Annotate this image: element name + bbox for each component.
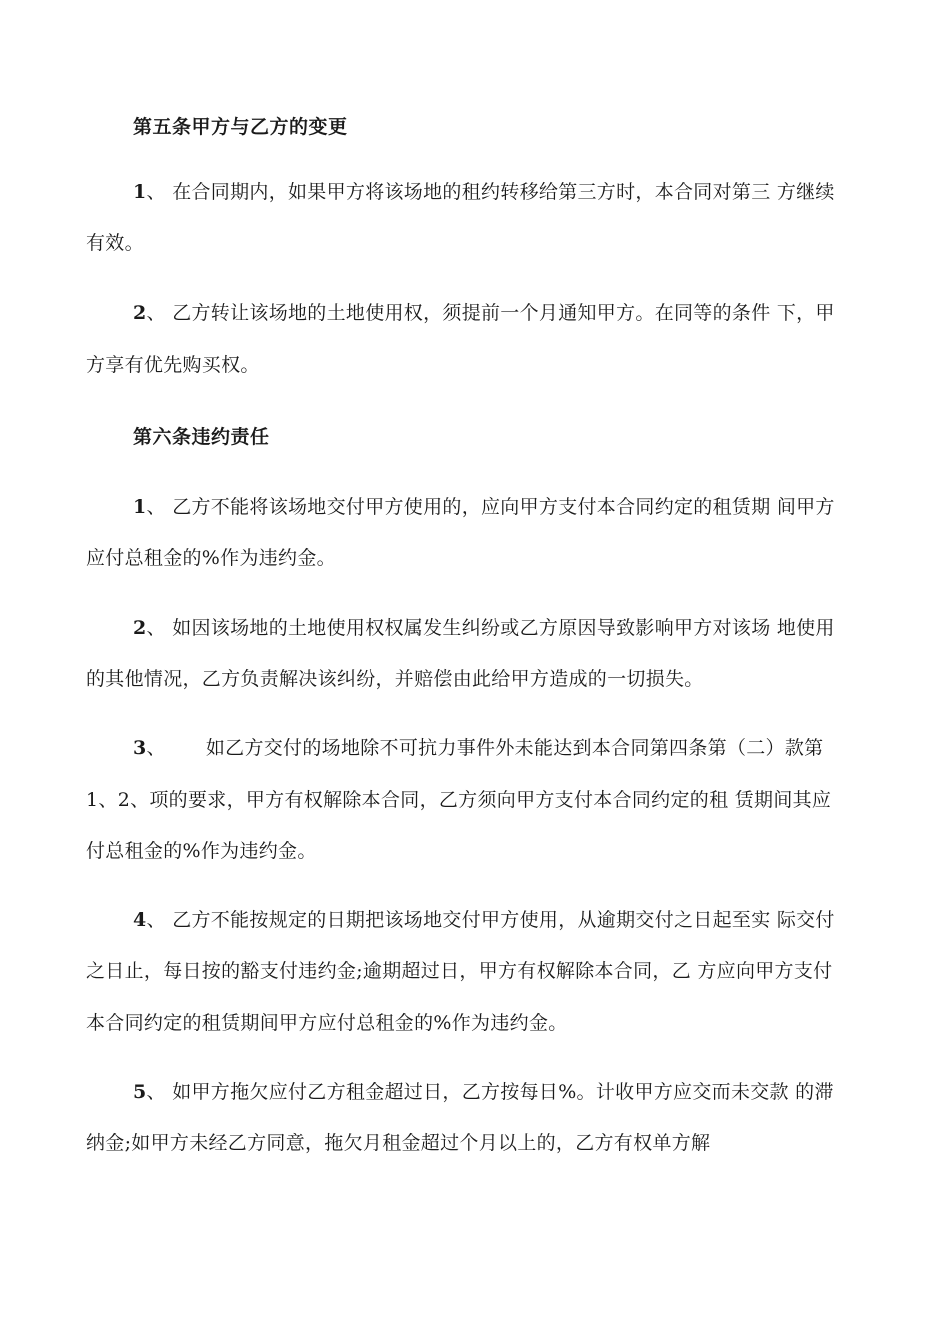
article-6-item-3-line-1: [133, 733, 823, 760]
item-separator: 、: [146, 909, 166, 931]
article-6-item-3-line-2: 1、2、项的要求，甲方有权解除本合同，乙方须向甲方支付本合同约定的租 赁期间其应: [86, 789, 832, 811]
article-6-item-1-line-1: [133, 492, 875, 519]
article-5-item-2-line-2: 方享有优先购买权。: [86, 354, 260, 376]
item-number: 4: [133, 909, 147, 931]
article-6-heading: 第六条违约责任: [133, 426, 270, 448]
item-text: 如乙方交付的场地除不可抗力事件外未能达到本合同第四条第（二）款第: [205, 737, 824, 759]
item-number: 5: [133, 1081, 147, 1103]
article-5-heading: 第五条甲方与乙方的变更: [133, 116, 348, 138]
item-text: 如甲方拖欠应付乙方租金超过日，乙方按每日%。计收甲方应交而未交款 的滞: [172, 1081, 834, 1103]
item-number: 2: [133, 617, 147, 639]
item-number: 2: [133, 302, 147, 324]
item-separator: 、: [146, 617, 166, 639]
item-text: 乙方不能按规定的日期把该场地交付甲方使用，从逾期交付之日起至实 际交付: [172, 909, 835, 931]
item-text: 在合同期内，如果甲方将该场地的租约转移给第三方时，本合同对第三 方继续: [172, 181, 835, 203]
article-6-item-4-line-3: 本合同约定的租赁期间甲方应付总租金的%作为违约金。: [86, 1012, 568, 1034]
article-6-item-5-line-2: 纳金;如甲方未经乙方同意，拖欠月租金超过个月以上的，乙方有权单方解: [86, 1132, 711, 1154]
item-separator: 、: [146, 181, 166, 203]
item-text: 乙方转让该场地的土地使用权，须提前一个月通知甲方。在同等的条件 下，甲: [172, 302, 835, 324]
article-6-item-5-line-1: [133, 1077, 875, 1104]
item-number: 1: [133, 496, 147, 518]
article-6-item-4-line-2: 之日止，每日按的豁支付违约金;逾期超过日，甲方有权解除本合同，乙 方应向甲方支付: [86, 960, 833, 982]
article-6-item-1-line-2: 应付总租金的%作为违约金。: [86, 547, 336, 569]
item-text: 如因该场地的土地使用权权属发生纠纷或乙方原因导致影响甲方对该场 地使用: [172, 617, 835, 639]
item-number: 1: [133, 181, 147, 203]
article-6-item-2-line-2: 的其他情况，乙方负责解决该纠纷，并赔偿由此给甲方造成的一切损失。: [86, 668, 704, 690]
article-5-item-1-line-2: 有效。: [86, 232, 144, 254]
article-5-item-2-line-1: [133, 298, 875, 325]
article-5-item-1-line-1: [133, 177, 875, 204]
item-separator: 、: [146, 1081, 166, 1103]
item-separator: 、: [146, 496, 166, 518]
article-6-item-2-line-1: [133, 613, 875, 640]
article-6-item-3-line-3: 付总租金的%作为违约金。: [86, 840, 317, 862]
item-separator: 、: [146, 737, 166, 759]
item-text: 乙方不能将该场地交付甲方使用的，应向甲方支付本合同约定的租赁期 间甲方: [172, 496, 835, 518]
item-number: 3: [133, 737, 147, 759]
item-separator: 、: [146, 302, 166, 324]
article-6-item-4-line-1: [133, 905, 875, 932]
